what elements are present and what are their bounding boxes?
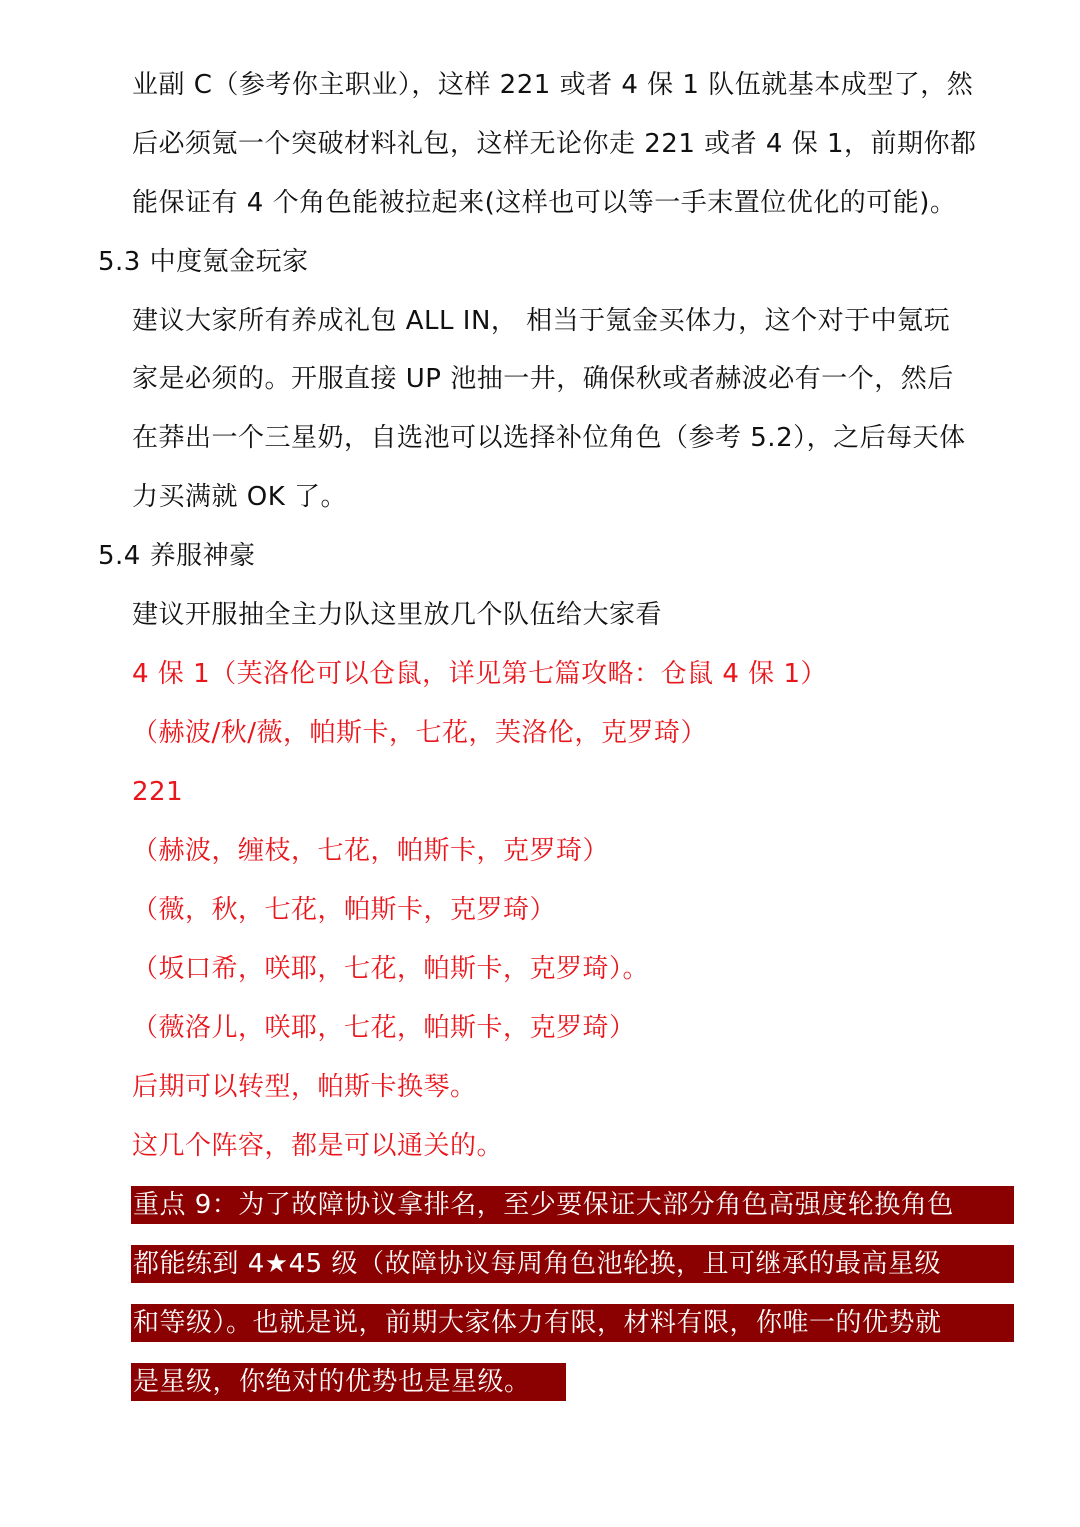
team-221-list-1: （赫波，缠枝，七花，帕斯卡，克罗琦） bbox=[132, 836, 610, 866]
section-5-3-line-3: 在莽出一个三星奶，自选池可以选择补位角色（参考 5.2），之后每天体 bbox=[132, 423, 966, 453]
team-221-list-2: （薇，秋，七花，帕斯卡，克罗琦） bbox=[132, 895, 557, 925]
later-note: 后期可以转型，帕斯卡换琴。 bbox=[132, 1072, 477, 1102]
section-5-4-heading: 5.4 养服神豪 bbox=[98, 541, 256, 571]
section-5-3-line-4: 力买满就 OK 了。 bbox=[132, 482, 348, 512]
team-221-list-3: （坂口希，咲耶，七花，帕斯卡，克罗琦）。 bbox=[132, 954, 650, 984]
section-5-3-heading: 5.3 中度氪金玩家 bbox=[98, 247, 309, 277]
clear-note: 这几个阵容，都是可以通关的。 bbox=[132, 1131, 504, 1161]
team-4bao1-title: 4 保 1（芙洛伦可以仓鼠，详见第七篇攻略：仓鼠 4 保 1） bbox=[132, 659, 827, 689]
section-5-4-intro: 建议开服抽全主力队这里放几个队伍给大家看 bbox=[132, 600, 663, 630]
intro-line-2: 后必须氪一个突破材料礼包，这样无论你走 221 或者 4 保 1，前期你都 bbox=[132, 129, 977, 159]
team-221-list-4: （薇洛儿，咲耶，七花，帕斯卡，克罗琦） bbox=[132, 1013, 636, 1043]
intro-line-3: 能保证有 4 个角色能被拉起来(这样也可以等一手末置位优化的可能)。 bbox=[132, 188, 957, 218]
section-5-3-line-2: 家是必须的。开服直接 UP 池抽一井，确保秋或者赫波必有一个，然后 bbox=[132, 364, 954, 394]
intro-line-1: 业副 C（参考你主职业），这样 221 或者 4 保 1 队伍就基本成型了，然 bbox=[132, 70, 974, 100]
section-5-3-line-1: 建议大家所有养成礼包 ALL IN， 相当于氪金买体力，这个对于中氪玩 bbox=[132, 306, 951, 336]
key-point-9-line-1: 重点 9：为了故障协议拿排名，至少要保证大部分角色高强度轮换角色 bbox=[131, 1186, 1014, 1224]
key-point-9-line-4: 是星级，你绝对的优势也是星级。 bbox=[131, 1363, 566, 1401]
team-221-title: 221 bbox=[132, 777, 184, 807]
key-point-9-line-2: 都能练到 4★45 级（故障协议每周角色池轮换，且可继承的最高星级 bbox=[131, 1245, 1014, 1283]
team-4bao1-members: （赫波/秋/薇，帕斯卡，七花，芙洛伦，克罗琦） bbox=[132, 718, 708, 748]
key-point-9-line-3: 和等级）。也就是说，前期大家体力有限，材料有限，你唯一的优势就 bbox=[131, 1304, 1014, 1342]
